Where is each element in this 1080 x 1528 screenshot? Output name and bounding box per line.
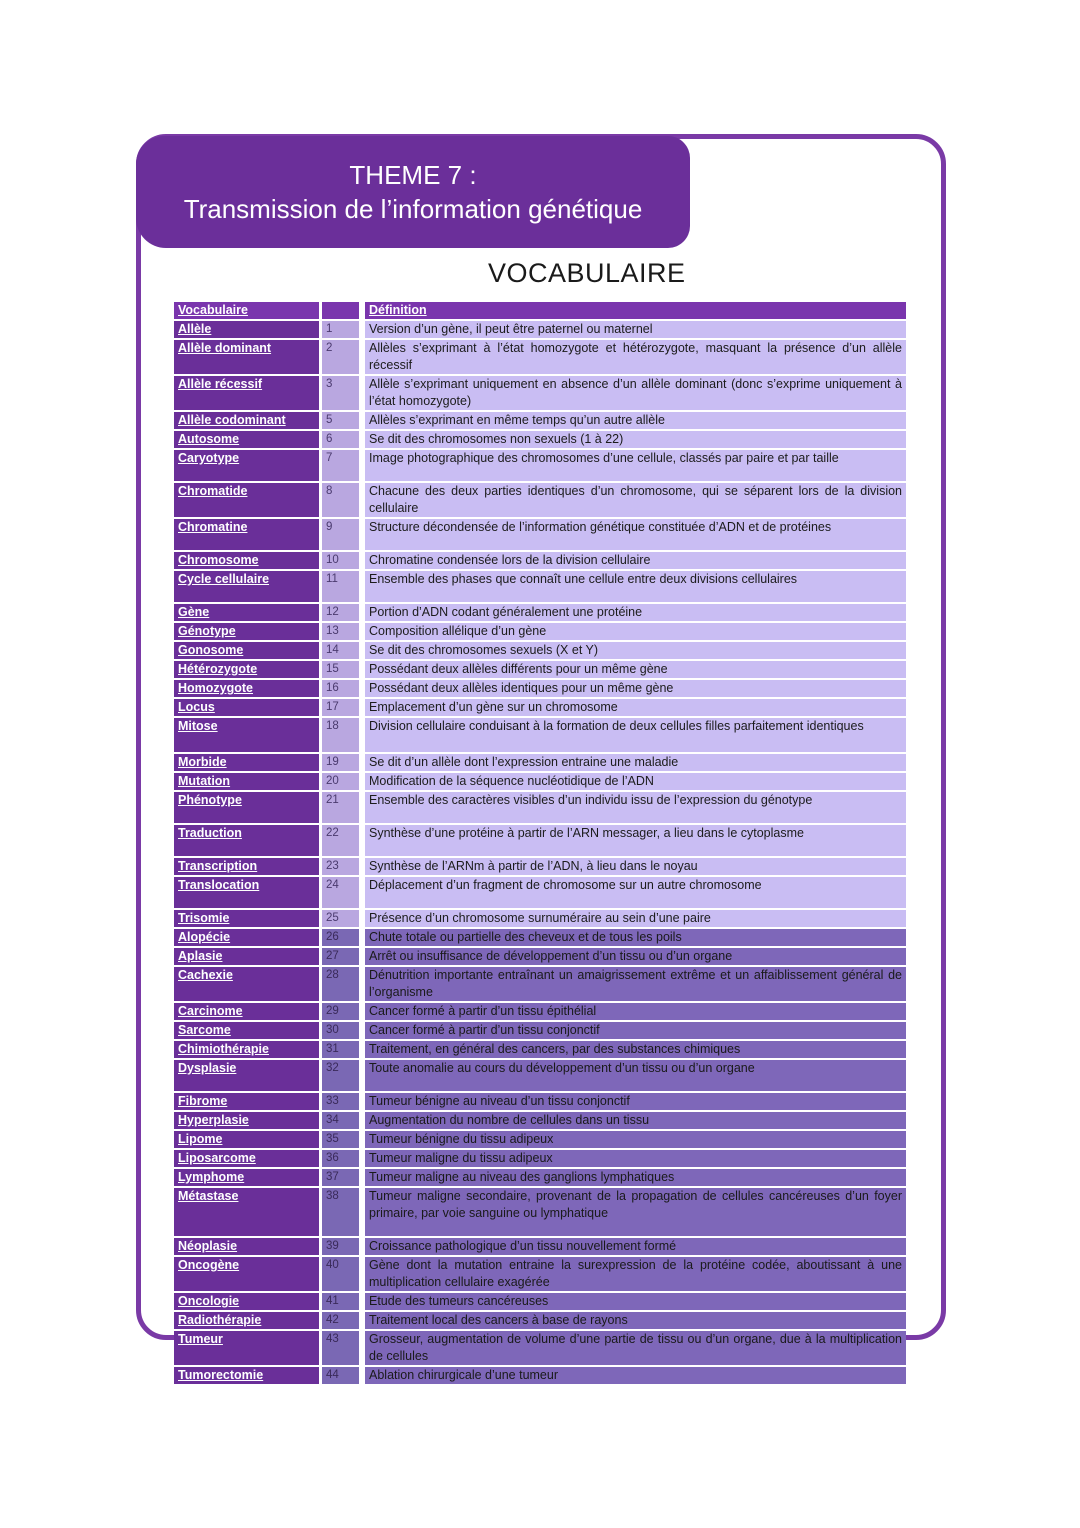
table-row xyxy=(174,877,906,908)
vocab-term: Liposarcome xyxy=(174,1150,319,1167)
header-definition: Définition xyxy=(365,302,906,319)
table-row xyxy=(174,1112,906,1129)
vocab-term: Cycle cellulaire xyxy=(174,571,319,602)
vocab-term: Tumorectomie xyxy=(174,1367,319,1384)
vocab-definition: Traitement local des cancers à base de rayons xyxy=(365,1312,906,1329)
vocab-number: 31 xyxy=(322,1041,359,1058)
vocab-term: Allèle codominant xyxy=(174,412,319,429)
table-row xyxy=(174,948,906,965)
vocab-number: 25 xyxy=(322,910,359,927)
vocab-number: 27 xyxy=(322,948,359,965)
table-row xyxy=(174,623,906,640)
vocab-term: Carcinome xyxy=(174,1003,319,1020)
vocab-term: Gène xyxy=(174,604,319,621)
table-header-row xyxy=(174,302,906,319)
vocab-term: Chromosome xyxy=(174,552,319,569)
vocab-number: 26 xyxy=(322,929,359,946)
vocab-number: 17 xyxy=(322,699,359,716)
vocab-term: Hyperplasie xyxy=(174,1112,319,1129)
vocab-number: 3 xyxy=(322,376,359,410)
vocab-number: 14 xyxy=(322,642,359,659)
vocab-definition: Cancer formé à partir d’un tissu épithélial xyxy=(365,1003,906,1020)
table-row xyxy=(174,1188,906,1236)
vocab-definition: Tumeur bénigne du tissu adipeux xyxy=(365,1131,906,1148)
table-row xyxy=(174,858,906,875)
table-row xyxy=(174,1060,906,1091)
vocab-term: Sarcome xyxy=(174,1022,319,1039)
table-row xyxy=(174,450,906,481)
vocab-definition: Chromatine condensée lors de la division cellulaire xyxy=(365,552,906,569)
vocab-term: Allèle xyxy=(174,321,319,338)
table-row xyxy=(174,825,906,856)
vocab-number: 24 xyxy=(322,877,359,908)
vocab-definition: Composition allélique d’un gène xyxy=(365,623,906,640)
vocab-definition: Structure décondensée de l’information génétique constituée d’ADN et de protéines xyxy=(365,519,906,550)
vocab-number: 2 xyxy=(322,340,359,374)
vocab-definition: Possédant deux allèles différents pour un même gène xyxy=(365,661,906,678)
table-row xyxy=(174,1169,906,1186)
vocab-definition: Emplacement d’un gène sur un chromosome xyxy=(365,699,906,716)
vocab-number: 22 xyxy=(322,825,359,856)
table-row xyxy=(174,376,906,410)
vocab-definition: Portion d’ADN codant généralement une protéine xyxy=(365,604,906,621)
vocab-term: Lymphome xyxy=(174,1169,319,1186)
vocab-number: 11 xyxy=(322,571,359,602)
table-row xyxy=(174,1331,906,1365)
vocab-number: 44 xyxy=(322,1367,359,1384)
vocab-term: Phénotype xyxy=(174,792,319,823)
vocab-definition: Croissance pathologique d’un tissu nouvellement formé xyxy=(365,1238,906,1255)
table-row xyxy=(174,1093,906,1110)
vocab-term: Trisomie xyxy=(174,910,319,927)
table-row xyxy=(174,929,906,946)
vocab-definition: Ensemble des phases que connaît une cellule entre deux divisions cellulaires xyxy=(365,571,906,602)
theme-number: THEME 7 : xyxy=(349,160,477,190)
vocab-number: 32 xyxy=(322,1060,359,1091)
vocab-definition: Version d’un gène, il peut être paternel ou maternel xyxy=(365,321,906,338)
vocab-term: Autosome xyxy=(174,431,319,448)
vocabulary-table xyxy=(174,300,906,1386)
vocab-definition: Modification de la séquence nucléotidique de l’ADN xyxy=(365,773,906,790)
vocab-definition: Arrêt ou insuffisance de développement d’un tissu ou d’un organe xyxy=(365,948,906,965)
vocab-number: 42 xyxy=(322,1312,359,1329)
vocab-definition: Tumeur maligne secondaire, provenant de la propagation de cellules cancéreuses d’un foyer primaire, par voie sanguine ou lymphatique xyxy=(365,1188,906,1236)
vocab-number: 23 xyxy=(322,858,359,875)
vocab-number: 34 xyxy=(322,1112,359,1129)
vocab-number: 41 xyxy=(322,1293,359,1310)
table-row xyxy=(174,321,906,338)
vocab-definition: Ablation chirurgicale d’une tumeur xyxy=(365,1367,906,1384)
vocab-definition: Chacune des deux parties identiques d’un chromosome, qui se séparent lors de la division cellulaire xyxy=(365,483,906,517)
vocab-number: 43 xyxy=(322,1331,359,1365)
vocab-term: Métastase xyxy=(174,1188,319,1236)
table-row xyxy=(174,754,906,771)
table-row xyxy=(174,661,906,678)
vocab-number: 13 xyxy=(322,623,359,640)
table-row xyxy=(174,340,906,374)
table-row xyxy=(174,431,906,448)
table-row xyxy=(174,642,906,659)
vocab-term: Radiothérapie xyxy=(174,1312,319,1329)
table-row xyxy=(174,680,906,697)
vocab-number: 6 xyxy=(322,431,359,448)
vocab-term: Traduction xyxy=(174,825,319,856)
vocab-term: Cachexie xyxy=(174,967,319,1001)
vocab-term: Néoplasie xyxy=(174,1238,319,1255)
vocab-number: 18 xyxy=(322,718,359,752)
vocab-number: 8 xyxy=(322,483,359,517)
vocab-term: Morbide xyxy=(174,754,319,771)
vocab-number: 28 xyxy=(322,967,359,1001)
vocab-term: Mutation xyxy=(174,773,319,790)
table-row xyxy=(174,519,906,550)
table-row xyxy=(174,412,906,429)
header-number xyxy=(322,302,359,319)
vocab-definition: Tumeur bénigne au niveau d’un tissu conjonctif xyxy=(365,1093,906,1110)
vocab-number: 21 xyxy=(322,792,359,823)
table-row xyxy=(174,699,906,716)
vocab-number: 35 xyxy=(322,1131,359,1148)
vocab-definition: Etude des tumeurs cancéreuses xyxy=(365,1293,906,1310)
vocab-number: 7 xyxy=(322,450,359,481)
table-row xyxy=(174,1150,906,1167)
table-row xyxy=(174,1367,906,1384)
vocab-term: Fibrome xyxy=(174,1093,319,1110)
vocab-term: Translocation xyxy=(174,877,319,908)
vocab-number: 37 xyxy=(322,1169,359,1186)
header-vocabulaire: Vocabulaire xyxy=(174,302,319,319)
vocab-number: 39 xyxy=(322,1238,359,1255)
vocab-number: 9 xyxy=(322,519,359,550)
table-row xyxy=(174,604,906,621)
vocab-number: 38 xyxy=(322,1188,359,1236)
vocab-term: Homozygote xyxy=(174,680,319,697)
table-row xyxy=(174,773,906,790)
vocab-term: Transcription xyxy=(174,858,319,875)
table-row xyxy=(174,552,906,569)
theme-banner xyxy=(136,136,690,248)
table-row xyxy=(174,1003,906,1020)
vocab-definition: Tumeur maligne du tissu adipeux xyxy=(365,1150,906,1167)
vocab-term: Caryotype xyxy=(174,450,319,481)
table-row xyxy=(174,1238,906,1255)
vocab-term: Mitose xyxy=(174,718,319,752)
table-row xyxy=(174,1131,906,1148)
vocab-number: 15 xyxy=(322,661,359,678)
vocab-term: Allèle récessif xyxy=(174,376,319,410)
vocab-number: 33 xyxy=(322,1093,359,1110)
table-row xyxy=(174,1293,906,1310)
vocab-term: Oncologie xyxy=(174,1293,319,1310)
vocab-number: 36 xyxy=(322,1150,359,1167)
vocab-number: 30 xyxy=(322,1022,359,1039)
vocab-term: Locus xyxy=(174,699,319,716)
vocab-definition: Possédant deux allèles identiques pour un même gène xyxy=(365,680,906,697)
table-row xyxy=(174,1041,906,1058)
vocab-definition: Grosseur, augmentation de volume d’une partie de tissu ou d’un organe, due à la multiplication de cellules xyxy=(365,1331,906,1365)
vocab-definition: Chute totale ou partielle des cheveux et de tous les poils xyxy=(365,929,906,946)
table-row xyxy=(174,910,906,927)
table-row xyxy=(174,718,906,752)
vocab-term: Hétérozygote xyxy=(174,661,319,678)
vocab-term: Tumeur xyxy=(174,1331,319,1365)
vocab-term: Génotype xyxy=(174,623,319,640)
vocab-term: Alopécie xyxy=(174,929,319,946)
vocab-definition: Se dit des chromosomes sexuels (X et Y) xyxy=(365,642,906,659)
vocab-definition: Dénutrition importante entraînant un amaigrissement extrême et un affaiblissement général de l’organisme xyxy=(365,967,906,1001)
vocab-definition: Augmentation du nombre de cellules dans un tissu xyxy=(365,1112,906,1129)
vocab-term: Gonosome xyxy=(174,642,319,659)
vocab-term: Lipome xyxy=(174,1131,319,1148)
vocab-number: 12 xyxy=(322,604,359,621)
vocab-number: 1 xyxy=(322,321,359,338)
vocab-term: Chromatine xyxy=(174,519,319,550)
vocab-term: Chromatide xyxy=(174,483,319,517)
table-row xyxy=(174,1312,906,1329)
vocab-term: Dysplasie xyxy=(174,1060,319,1091)
table-row xyxy=(174,792,906,823)
vocab-definition: Synthèse d’une protéine à partir de l’ARN messager, a lieu dans le cytoplasme xyxy=(365,825,906,856)
table-row xyxy=(174,483,906,517)
vocab-definition: Image photographique des chromosomes d’une cellule, classés par paire et par taille xyxy=(365,450,906,481)
table-row xyxy=(174,1022,906,1039)
vocab-number: 29 xyxy=(322,1003,359,1020)
vocab-definition: Synthèse de l’ARNm à partir de l’ADN, à lieu dans le noyau xyxy=(365,858,906,875)
vocab-definition: Déplacement d’un fragment de chromosome sur un autre chromosome xyxy=(365,877,906,908)
vocab-term: Aplasie xyxy=(174,948,319,965)
table-row xyxy=(174,571,906,602)
vocab-definition: Cancer formé à partir d’un tissu conjonctif xyxy=(365,1022,906,1039)
vocab-definition: Ensemble des caractères visibles d’un individu issu de l’expression du génotype xyxy=(365,792,906,823)
vocab-term: Allèle dominant xyxy=(174,340,319,374)
vocab-definition: Toute anomalie au cours du développement d’un tissu ou d’un organe xyxy=(365,1060,906,1091)
vocab-definition: Allèle s’exprimant uniquement en absence d’un allèle dominant (donc s’exprime uniquement à l’état homozygote) xyxy=(365,376,906,410)
vocab-number: 19 xyxy=(322,754,359,771)
vocab-number: 40 xyxy=(322,1257,359,1291)
vocab-number: 10 xyxy=(322,552,359,569)
vocab-definition: Traitement, en général des cancers, par des substances chimiques xyxy=(365,1041,906,1058)
vocab-definition: Présence d’un chromosome surnuméraire au sein d’une paire xyxy=(365,910,906,927)
table-row xyxy=(174,967,906,1001)
vocab-number: 5 xyxy=(322,412,359,429)
table-row xyxy=(174,1257,906,1291)
vocab-definition: Tumeur maligne au niveau des ganglions lymphatiques xyxy=(365,1169,906,1186)
vocab-definition: Allèles s’exprimant à l’état homozygote et hétérozygote, masquant la présence d’un allèle récessif xyxy=(365,340,906,374)
vocab-definition: Gène dont la mutation entraine la surexpression de la protéine codée, aboutissant à une multiplication cellulaire exagérée xyxy=(365,1257,906,1291)
vocab-definition: Division cellulaire conduisant à la formation de deux cellules filles parfaitement identiques xyxy=(365,718,906,752)
vocab-definition: Se dit des chromosomes non sexuels (1 à 22) xyxy=(365,431,906,448)
section-title: VOCABULAIRE xyxy=(488,258,686,288)
theme-title: Transmission de l’information génétique xyxy=(183,194,643,224)
vocab-term: Chimiothérapie xyxy=(174,1041,319,1058)
vocab-definition: Allèles s’exprimant en même temps qu’un autre allèle xyxy=(365,412,906,429)
vocab-number: 20 xyxy=(322,773,359,790)
vocab-term: Oncogène xyxy=(174,1257,319,1291)
vocab-number: 16 xyxy=(322,680,359,697)
vocab-definition: Se dit d’un allèle dont l’expression entraine une maladie xyxy=(365,754,906,771)
